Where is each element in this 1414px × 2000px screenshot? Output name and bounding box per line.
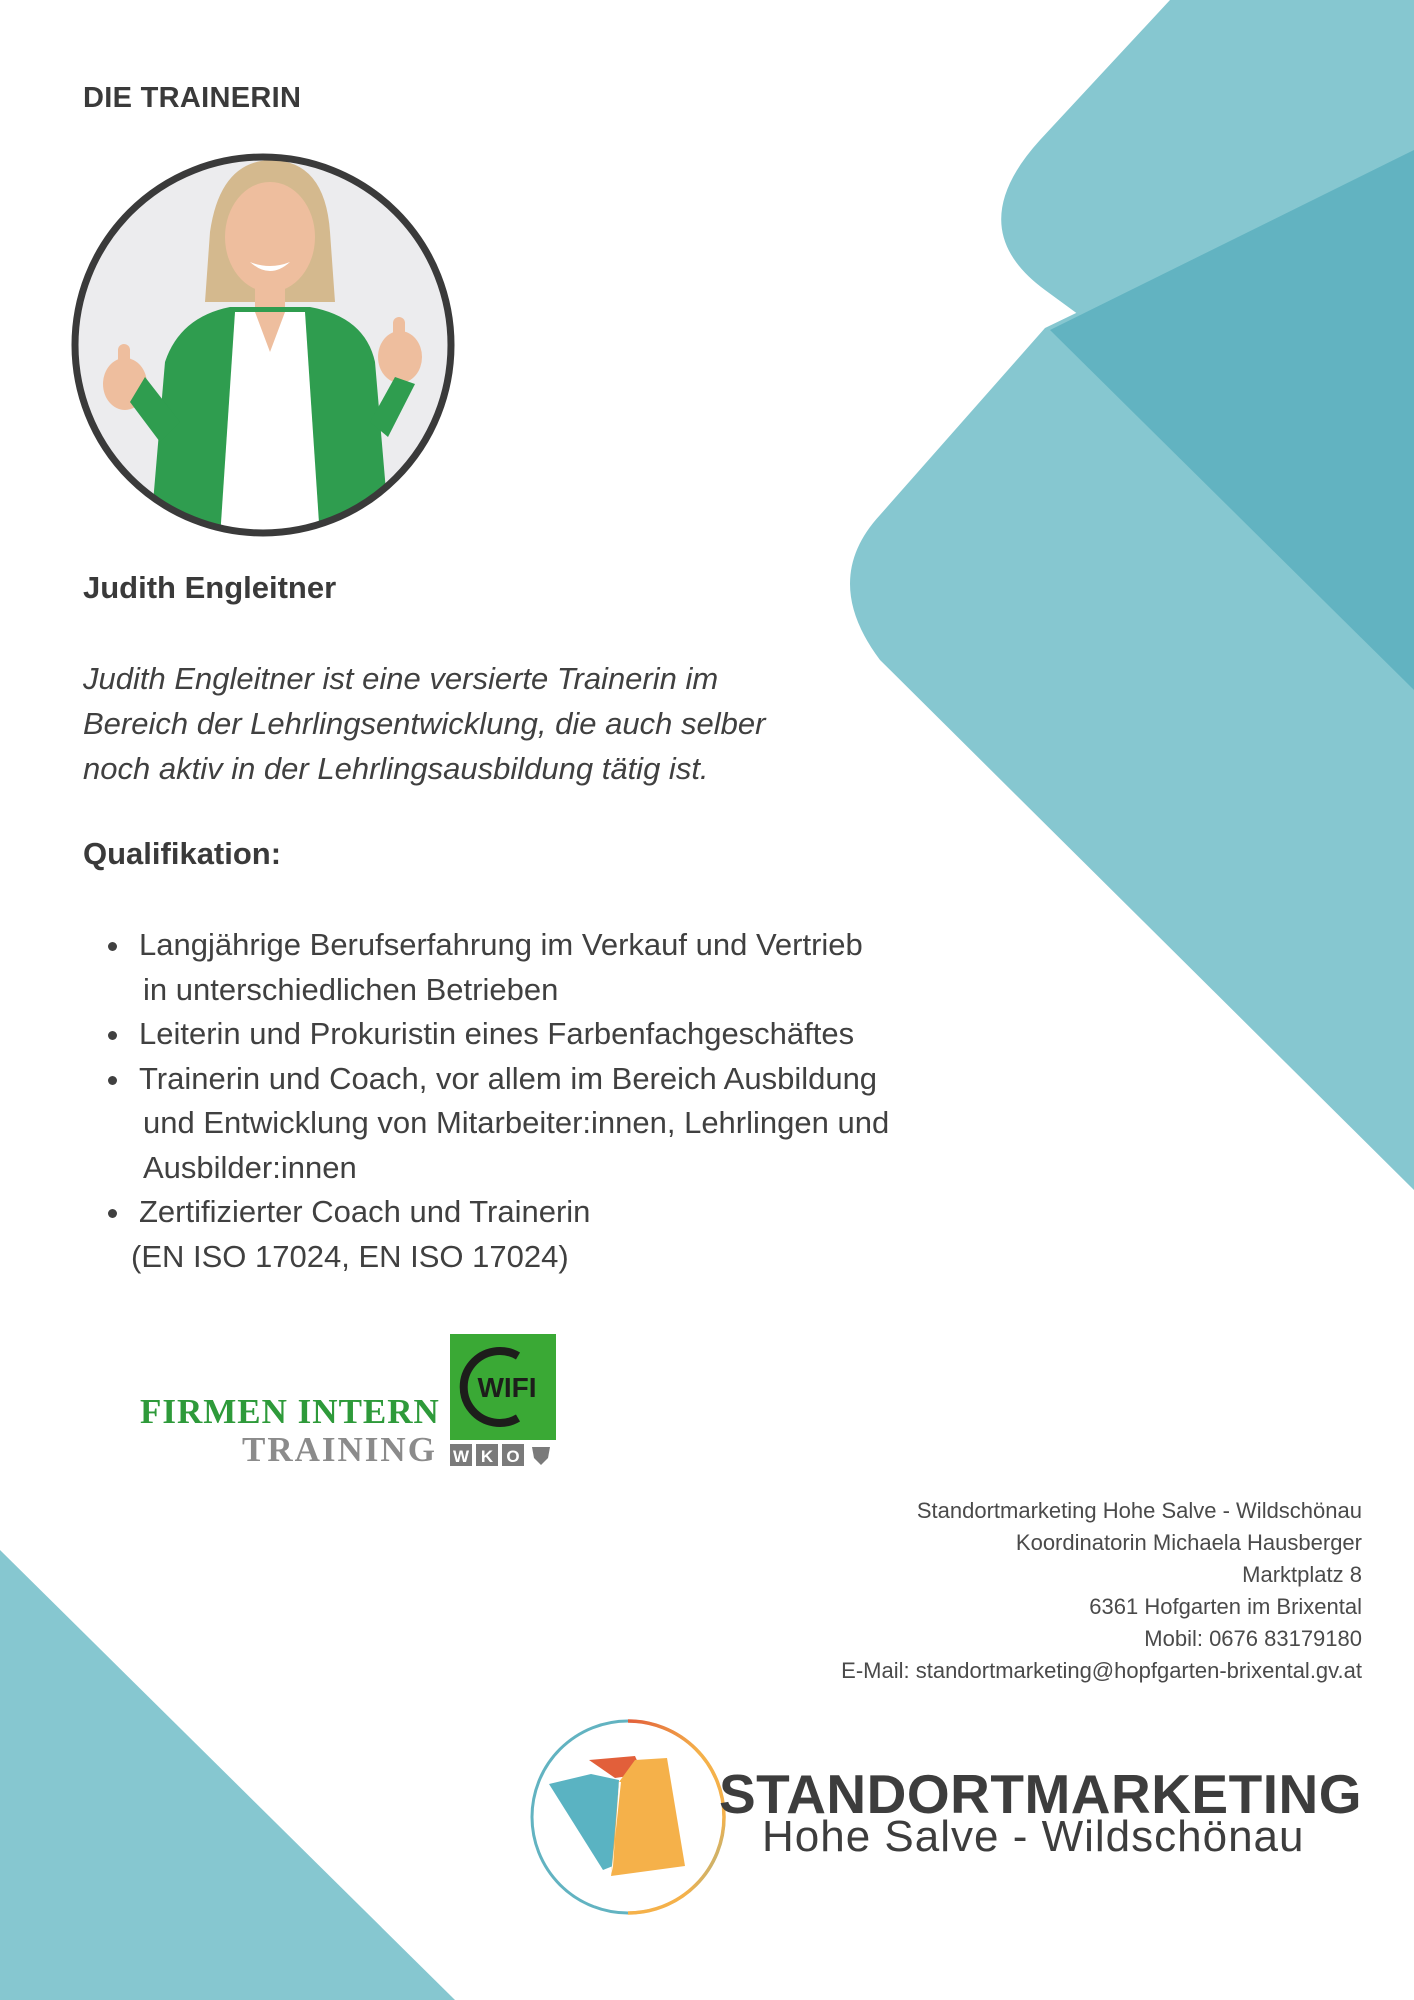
bullet-icon xyxy=(108,1076,117,1085)
qualification-line: in unterschiedlichen Betrieben xyxy=(143,971,559,1007)
qualification-line: Trainerin und Coach, vor allem im Bereich Ausbildung xyxy=(139,1060,878,1096)
wifi-text: WIFI xyxy=(477,1372,537,1403)
brand-subtitle: Hohe Salve - Wildschönau xyxy=(762,1812,1305,1861)
teal-triangle-bottom xyxy=(0,1550,455,2000)
standortmarketing-logo-icon xyxy=(527,1716,729,1918)
qualification-item xyxy=(105,1190,1005,1279)
qualification-line: (EN ISO 17024, EN ISO 17024) xyxy=(131,1238,569,1274)
qualification-line: Leiterin und Prokuristin eines Farbenfachgeschäftes xyxy=(139,1016,855,1051)
qualification-line: Zertifizierter Coach und Trainerin xyxy=(139,1194,591,1229)
trainer-photo xyxy=(70,152,456,538)
qualification-heading: Qualifikation: xyxy=(83,836,282,871)
bio-line: Bereich der Lehrlingsentwicklung, die auch selber xyxy=(83,706,766,741)
partner-logo-line1: FIRMEN INTERN xyxy=(140,1392,440,1431)
bullet-icon xyxy=(108,1209,117,1218)
qualification-item xyxy=(105,1012,1005,1057)
bullet-icon xyxy=(108,1031,117,1040)
wko-letter: W xyxy=(452,1447,470,1466)
contact-email[interactable]: E-Mail: standortmarketing@hopfgarten-brixental.gv.at xyxy=(841,1658,1362,1683)
contact-line: 6361 Hofgarten im Brixental xyxy=(1089,1594,1362,1619)
qualification-list xyxy=(105,923,1005,1279)
qualification-line: Ausbilder:innen xyxy=(143,1149,357,1185)
wifi-logo-icon xyxy=(450,1334,556,1466)
brand-name: STANDORTMARKETING xyxy=(719,1763,1362,1825)
trainer-name: Judith Engleitner xyxy=(83,570,337,605)
contact-block xyxy=(602,1495,1362,1687)
qualification-item xyxy=(105,923,1005,1012)
section-title: DIE TRAINERIN xyxy=(83,82,302,114)
wko-letter: K xyxy=(480,1447,494,1466)
qualification-line: und Entwicklung von Mitarbeiter:innen, Lehrlingen und xyxy=(143,1105,890,1140)
partner-logo-line2: TRAINING xyxy=(242,1430,437,1469)
qualification-item xyxy=(105,1057,1005,1191)
trainer-bio xyxy=(83,656,863,791)
contact-line: Koordinatorin Michaela Hausberger xyxy=(1015,1530,1362,1555)
bullet-icon xyxy=(108,942,117,951)
qualification-line: Langjährige Berufserfahrung im Verkauf und Vertrieb xyxy=(139,927,863,962)
contact-line: Standortmarketing Hohe Salve - Wildschönau xyxy=(916,1498,1362,1523)
contact-line: Mobil: 0676 83179180 xyxy=(1144,1626,1362,1651)
bio-line: noch aktiv in der Lehrlingsausbildung tätig ist. xyxy=(83,751,709,786)
wko-letter: O xyxy=(506,1447,520,1466)
bio-line: Judith Engleitner ist eine versierte Trainerin im xyxy=(83,661,719,696)
contact-line: Marktplatz 8 xyxy=(1242,1562,1362,1587)
